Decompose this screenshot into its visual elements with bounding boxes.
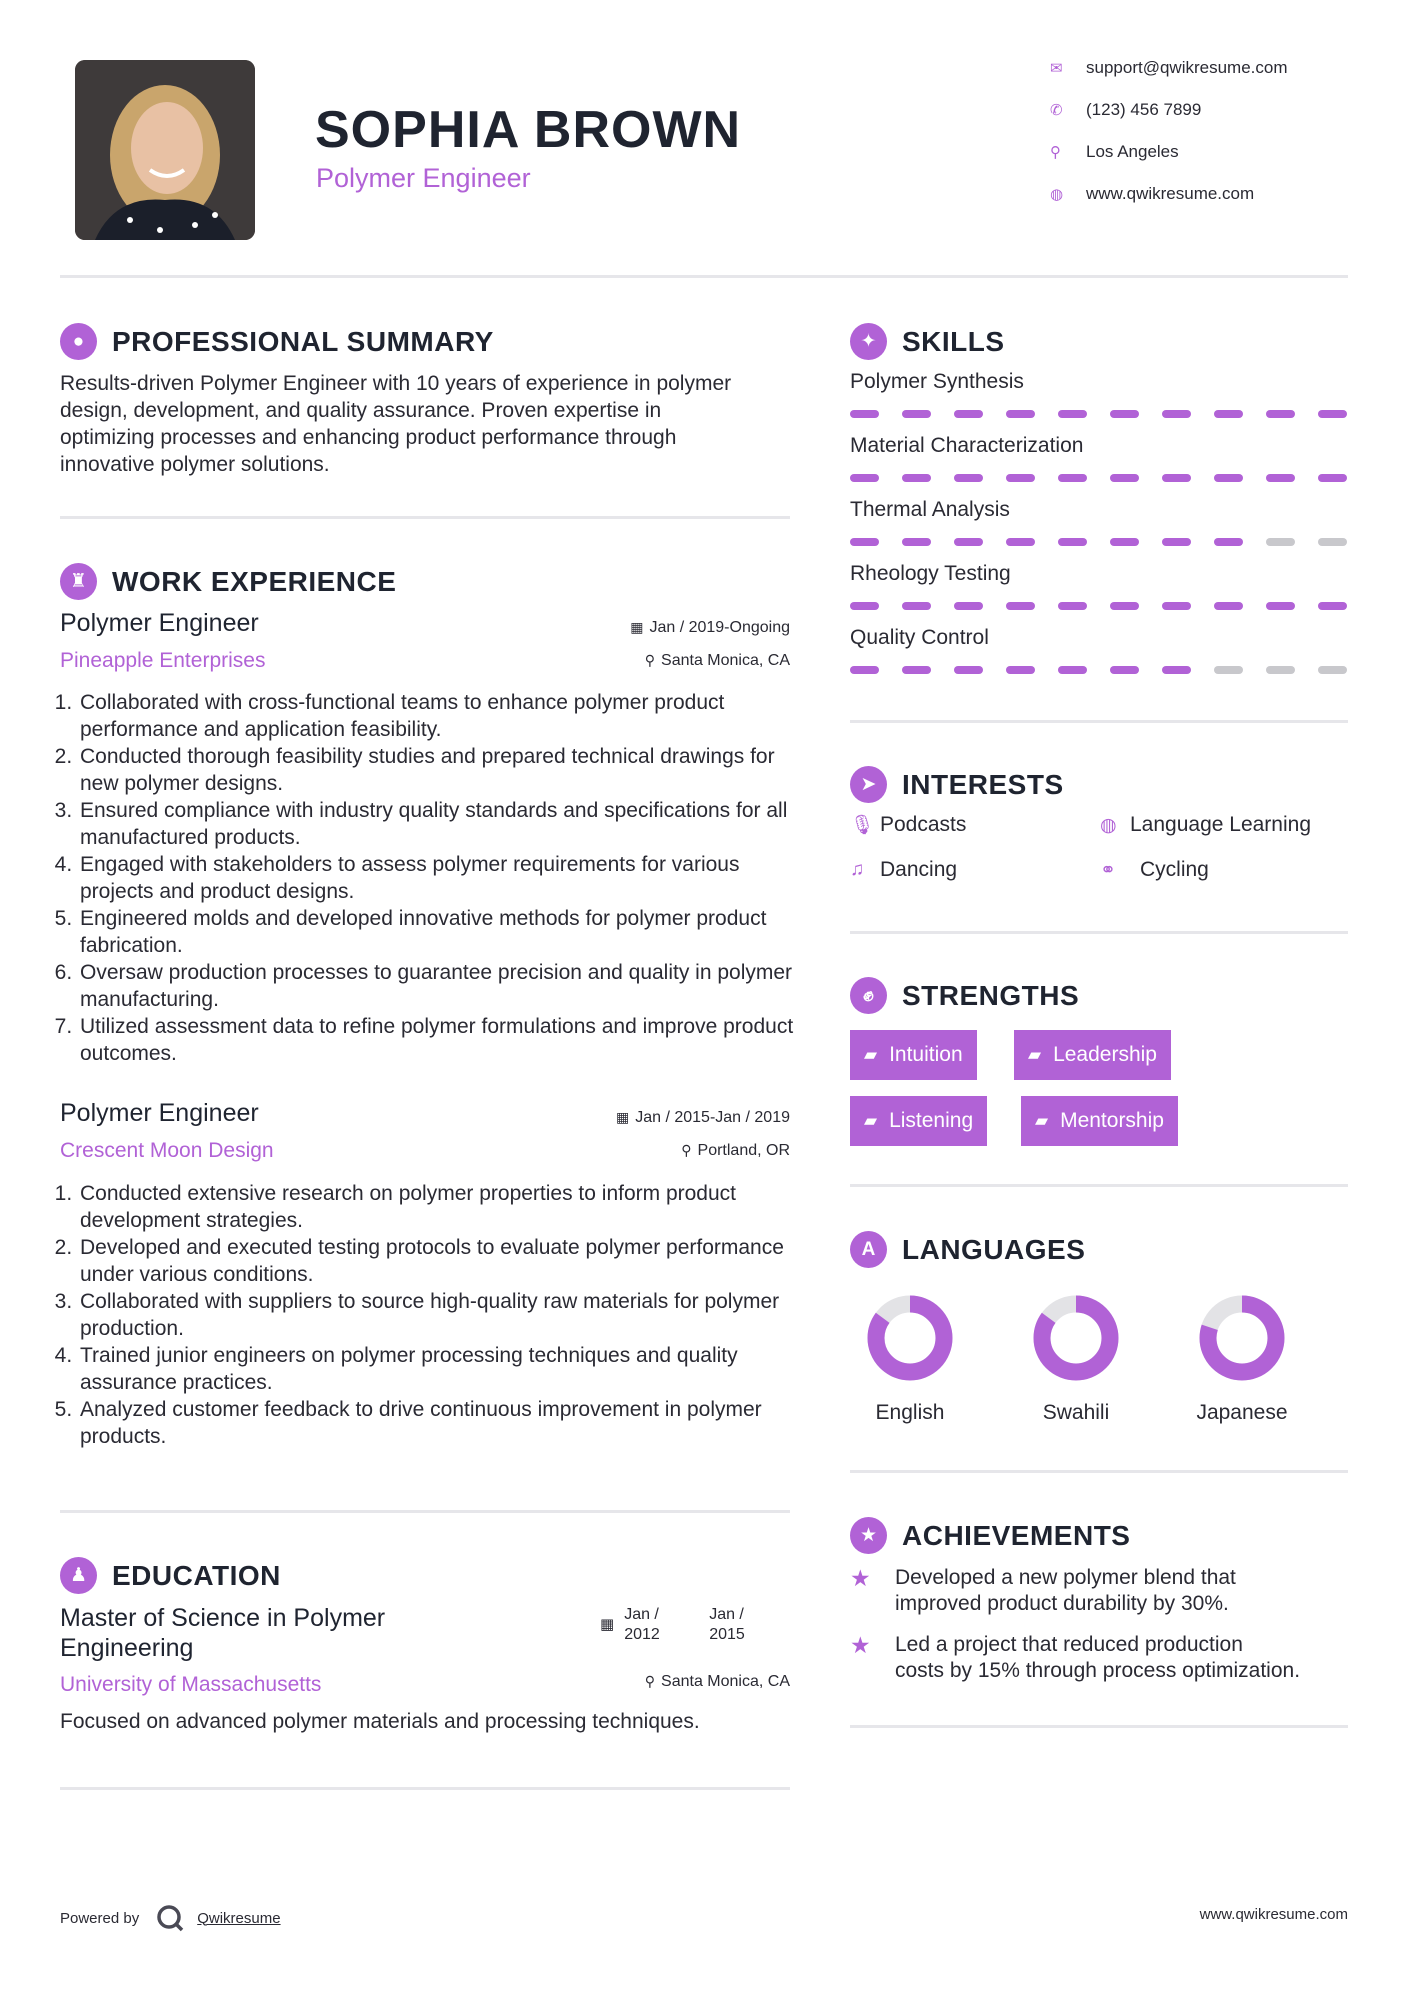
skill-segment — [1110, 602, 1139, 610]
contact-phone[interactable]: ✆ (123) 456 7899 — [1050, 100, 1202, 119]
skill-segment — [1214, 666, 1243, 674]
interest-item: ♫ Dancing — [850, 858, 958, 881]
strength-tag: ▰ Mentorship — [1021, 1096, 1178, 1146]
music-icon: ♫ — [850, 859, 865, 880]
job-title: Polymer Engineer — [60, 609, 259, 637]
interests-divider — [850, 931, 1348, 934]
skill-segment — [1006, 410, 1035, 418]
qwikresume-link[interactable]: Qwikresume — [197, 1909, 281, 1927]
contact-location: ⚲ Los Angeles — [1050, 142, 1179, 161]
paper-plane-icon: ➤ — [850, 766, 887, 803]
fist-icon: ✊︎ — [850, 977, 887, 1014]
skill-name: Thermal Analysis — [850, 498, 1010, 521]
job-location: ⚲ Santa Monica, CA — [644, 652, 790, 669]
job-duties-list — [60, 689, 818, 1067]
skill-segment — [1110, 474, 1139, 482]
language-item — [1177, 1292, 1307, 1425]
achievements-divider — [850, 1725, 1348, 1728]
skill-segment — [1214, 410, 1243, 418]
skill-segment — [1058, 602, 1087, 610]
skill-segment — [902, 538, 931, 546]
skill-segment — [1318, 666, 1347, 674]
skill-name: Rheology Testing — [850, 562, 1011, 585]
skill-segment — [902, 602, 931, 610]
skill-segment — [1162, 666, 1191, 674]
education-divider — [60, 1787, 790, 1790]
language-name: Swahili — [1042, 1401, 1110, 1424]
job-company: Pineapple Enterprises — [60, 649, 266, 672]
skill-segment — [850, 474, 879, 482]
degree-title: Master of Science in Polymer Engineering — [60, 1604, 386, 1662]
education-heading: ♟ EDUCATION — [60, 1557, 281, 1594]
language-item — [845, 1292, 975, 1425]
skill-segment — [954, 538, 983, 546]
skill-segment — [1058, 410, 1087, 418]
contact-email[interactable]: ✉ support@qwikresume.com — [1050, 58, 1288, 77]
strength-tag: ▰ Leadership — [1014, 1030, 1171, 1080]
job-company: Crescent Moon Design — [60, 1139, 274, 1162]
skill-segment — [902, 410, 931, 418]
skills-list — [850, 370, 1350, 690]
education-description: Focused on advanced polymer materials and processing techniques. — [60, 1710, 700, 1733]
school-name: University of Massachusetts — [60, 1673, 322, 1696]
list-item: 6. Oversaw production processes to guarantee precision and quality in polymer manufacturing. — [78, 959, 818, 1013]
skill-segment — [1214, 602, 1243, 610]
skill-level-bar — [850, 602, 1350, 610]
list-item: 5. Analyzed customer feedback to drive continuous improvement in polymer products. — [78, 1396, 818, 1450]
skill-level-bar — [850, 474, 1350, 482]
stars-icon: ★ — [850, 1565, 871, 1591]
skill-segment — [1162, 410, 1191, 418]
skill-segment — [1006, 602, 1035, 610]
skill-segment — [1162, 474, 1191, 482]
job-dates: ▦ Jan / 2019-Ongoing — [630, 619, 790, 636]
job-title: Polymer Engineer — [60, 1099, 259, 1127]
skill-segment — [1318, 474, 1347, 482]
language-proficiency-donut — [1011, 1292, 1141, 1384]
language-proficiency-donut — [1177, 1292, 1307, 1384]
achievements-heading: ★ ACHIEVEMENTS — [850, 1517, 1130, 1554]
job-duties-list — [60, 1180, 818, 1450]
book-icon: ▰ — [1028, 1045, 1042, 1064]
language-name: Japanese — [1196, 1401, 1288, 1424]
languages-heading: A LANGUAGES — [850, 1231, 1085, 1268]
book-icon: ▰ — [1035, 1111, 1049, 1130]
skill-segment — [850, 602, 879, 610]
chair-icon: ♜ — [60, 563, 97, 600]
qwikresume-logo-icon — [155, 1903, 185, 1933]
skill-segment — [1318, 410, 1347, 418]
footer-website[interactable]: www.qwikresume.com — [1199, 1906, 1348, 1923]
skill-segment — [1266, 538, 1295, 546]
skill-segment — [1266, 602, 1295, 610]
job-dates: ▦ Jan / 2015-Jan / 2019 — [615, 1109, 790, 1126]
profile-photo — [75, 60, 255, 240]
stars-icon: ★ — [850, 1632, 871, 1658]
summary-divider — [60, 516, 790, 519]
skill-segment — [1058, 474, 1087, 482]
summary-heading: ● PROFESSIONAL SUMMARY — [60, 323, 494, 360]
skill-segment — [1318, 538, 1347, 546]
candidate-title: Polymer Engineer — [316, 163, 531, 193]
skill-row — [850, 498, 1350, 562]
person-icon: ● — [60, 323, 97, 360]
strengths-divider — [850, 1184, 1348, 1187]
education-location: ⚲ Santa Monica, CA — [644, 1673, 790, 1690]
book-icon: ▰ — [864, 1111, 878, 1130]
skill-segment — [1266, 666, 1295, 674]
strengths-heading: ✊︎ STRENGTHS — [850, 977, 1079, 1014]
skill-segment — [1110, 666, 1139, 674]
bicycle-icon: ⚭ — [1100, 859, 1116, 881]
list-item: 1. Collaborated with cross-functional teams to enhance polymer product performance and application feasibility. — [78, 689, 818, 743]
skill-segment — [1266, 474, 1295, 482]
skill-segment — [902, 666, 931, 674]
skill-row — [850, 562, 1350, 626]
language-icon: A — [850, 1231, 887, 1268]
skill-segment — [954, 602, 983, 610]
microphone-icon: 🎙︎ — [850, 815, 875, 836]
list-item: 2. Developed and executed testing protocols to evaluate polymer performance under various conditions. — [78, 1234, 818, 1288]
language-name: English — [875, 1401, 945, 1424]
language-item — [1011, 1292, 1141, 1425]
education-dates: ▦ Jan / 2012 Jan / 2015 — [600, 1606, 745, 1643]
pin-icon: ⚲ — [644, 1673, 656, 1689]
book-icon: ▰ — [864, 1045, 878, 1064]
skill-segment — [1162, 538, 1191, 546]
skill-level-bar — [850, 666, 1350, 674]
phone-icon: ✆ — [1050, 102, 1063, 119]
skill-segment — [954, 410, 983, 418]
strength-tag: ▰ Listening — [850, 1096, 987, 1146]
strength-tag: ▰ Intuition — [850, 1030, 977, 1080]
candidate-name: SOPHIA BROWN — [315, 101, 742, 159]
skill-level-bar — [850, 538, 1350, 546]
calendar-icon: ▦ — [600, 1616, 615, 1633]
globe-icon: ◍ — [1050, 186, 1064, 203]
list-item: 2. Conducted thorough feasibility studies and prepared technical drawings for new polymer designs. — [78, 743, 818, 797]
skill-segment — [1006, 666, 1035, 674]
skill-segment — [850, 666, 879, 674]
skill-name: Material Characterization — [850, 434, 1084, 457]
skill-name: Quality Control — [850, 626, 989, 649]
skill-level-bar — [850, 410, 1350, 418]
skill-segment — [1318, 602, 1347, 610]
summary-text: Results-driven Polymer Engineer with 10 years of experience in polymer design, development, and quality assurance. Proven expertise in optimizing processes and enhancing product performance through innovative polymer solutions. — [60, 372, 732, 476]
job-location: ⚲ Portland, OR — [681, 1142, 790, 1159]
language-proficiency-donut — [845, 1292, 975, 1384]
interest-item: ⚭ Cycling — [1100, 858, 1209, 881]
list-item: 1. Conducted extensive research on polymer properties to inform product development strategies. — [78, 1180, 818, 1234]
skill-row — [850, 434, 1350, 498]
skill-segment — [1110, 410, 1139, 418]
skill-segment — [850, 410, 879, 418]
interests-heading: ➤ INTERESTS — [850, 766, 1064, 803]
skill-segment — [1006, 538, 1035, 546]
skill-segment — [1214, 474, 1243, 482]
work-heading: ♜ WORK EXPERIENCE — [60, 563, 396, 600]
list-item: 3. Collaborated with suppliers to source high-quality raw materials for polymer production. — [78, 1288, 818, 1342]
list-item: 5. Engineered molds and developed innovative methods for polymer product fabrication. — [78, 905, 818, 959]
skill-row — [850, 626, 1350, 690]
skill-segment — [1162, 602, 1191, 610]
skill-segment — [850, 538, 879, 546]
work-divider — [60, 1510, 790, 1513]
skill-segment — [1058, 666, 1087, 674]
achievement-item: ★ Developed a new polymer blend that improved product durability by 30%. — [850, 1565, 1236, 1615]
skill-segment — [902, 474, 931, 482]
graduate-icon: ♟ — [60, 1557, 97, 1594]
header-divider — [60, 275, 1348, 278]
skill-segment — [1006, 474, 1035, 482]
star-icon: ★ — [850, 1517, 887, 1554]
globe-icon: ◍ — [1100, 814, 1117, 836]
interest-item: ◍ Language Learning — [1100, 813, 1312, 836]
skill-row — [850, 370, 1350, 434]
skill-segment — [954, 666, 983, 674]
skill-name: Polymer Synthesis — [850, 370, 1024, 393]
skill-segment — [1214, 538, 1243, 546]
location-icon: ⚲ — [1050, 144, 1061, 161]
pin-icon: ⚲ — [644, 652, 656, 668]
list-item: 4. Trained junior engineers on polymer processing techniques and quality assurance practices. — [78, 1342, 818, 1396]
list-item: 7. Utilized assessment data to refine polymer formulations and improve product outcomes. — [78, 1013, 818, 1067]
skill-segment — [1058, 538, 1087, 546]
pin-icon: ⚲ — [681, 1142, 692, 1158]
calendar-icon: ▦ — [630, 619, 644, 635]
achievement-item: ★ Led a project that reduced production costs by 15% through process optimization. — [850, 1632, 1301, 1682]
calendar-icon: ▦ — [615, 1109, 630, 1125]
contact-website[interactable]: ◍ www.qwikresume.com — [1050, 184, 1255, 203]
skill-segment — [1266, 410, 1295, 418]
powered-by: Powered by Qwikresume — [60, 1903, 281, 1933]
skill-segment — [954, 474, 983, 482]
email-icon: ✉ — [1050, 60, 1063, 77]
skills-heading: ✦ SKILLS — [850, 323, 1005, 360]
interest-item: 🎙︎ Podcasts — [850, 813, 967, 836]
list-item: 3. Ensured compliance with industry quality standards and specifications for all manufactured products. — [78, 797, 818, 851]
languages-divider — [850, 1470, 1348, 1473]
list-item: 4. Engaged with stakeholders to assess polymer requirements for various projects and product designs. — [78, 851, 818, 905]
skills-divider — [850, 720, 1348, 723]
skill-segment — [1110, 538, 1139, 546]
languages-list — [845, 1292, 1307, 1425]
lightbulb-icon: ✦ — [850, 323, 887, 360]
